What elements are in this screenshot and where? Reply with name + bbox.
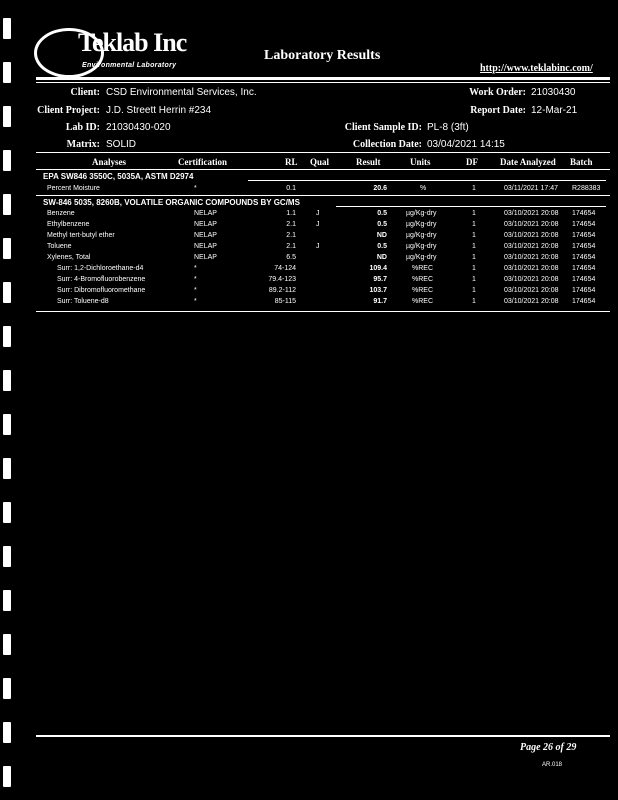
- cell-result: 91.7: [373, 298, 387, 305]
- cell-certification: NELAP: [194, 254, 217, 261]
- project-value: J.D. Streett Herrin #234: [106, 105, 212, 116]
- cell-analyte: Xylenes, Total: [47, 254, 91, 261]
- cell-rl: 79.4-123: [268, 276, 296, 283]
- cell-result: ND: [376, 254, 387, 261]
- cell-analyte: Toluene: [47, 243, 72, 250]
- binder-hole: [3, 326, 11, 347]
- cell-date: 03/10/2021 20:08: [504, 243, 559, 250]
- section-title: SW-846 5035, 8260B, VOLATILE ORGANIC COMPOUNDS BY GC/MS: [43, 198, 300, 207]
- binder-hole: [3, 150, 11, 171]
- cell-certification: *: [194, 265, 197, 272]
- row-rule: [36, 195, 610, 196]
- binder-hole: [3, 370, 11, 391]
- cell-batch: R288383: [572, 185, 601, 192]
- binder-holes: [0, 0, 16, 800]
- cell-analyte: Surr: 4-Bromofluorobenzene: [57, 276, 146, 283]
- report-date-label: Report Date:: [470, 105, 526, 116]
- cell-batch: 174654: [572, 254, 596, 261]
- col-header-batch: Batch: [570, 157, 593, 167]
- sample-id-label: Client Sample ID:: [344, 122, 422, 133]
- cell-result: 0.5: [377, 210, 387, 217]
- cell-analyte: Methyl tert-butyl ether: [47, 232, 115, 239]
- binder-hole: [3, 502, 11, 523]
- cell-batch: 174654: [572, 243, 596, 250]
- col-header-rl: RL: [285, 157, 298, 167]
- work-order-value: 21030430: [531, 87, 576, 98]
- cell-rl: 2.1: [286, 232, 296, 239]
- cell-batch: 174654: [572, 221, 596, 228]
- footer-code: AR.018: [542, 762, 563, 768]
- binder-hole: [3, 766, 11, 787]
- cell-result: 95.7: [373, 276, 387, 283]
- section-dash-rule: [336, 206, 606, 207]
- cell-date: 03/10/2021 20:08: [504, 276, 559, 283]
- cell-date: 03/10/2021 20:08: [504, 287, 559, 294]
- lab-url-link[interactable]: http://www.teklabinc.com/: [480, 63, 593, 74]
- cell-rl: 1.1: [286, 210, 296, 217]
- cell-date: 03/10/2021 20:08: [504, 265, 559, 272]
- cell-rl: 85-115: [274, 298, 296, 305]
- cell-units: %REC: [412, 265, 434, 272]
- page-title: Laboratory Results: [264, 48, 381, 63]
- binder-hole: [3, 238, 11, 259]
- section-dash-rule: [248, 180, 606, 181]
- cell-rl: 74-124: [274, 265, 296, 272]
- cell-units: µg/Kg-dry: [406, 243, 437, 250]
- cell-units: %: [420, 185, 427, 192]
- binder-hole: [3, 194, 11, 215]
- binder-hole: [3, 106, 11, 127]
- cell-result: 0.5: [377, 221, 387, 228]
- cell-batch: 174654: [572, 276, 596, 283]
- cell-result: ND: [376, 232, 387, 239]
- cell-units: %REC: [412, 298, 434, 305]
- logo-text: Teklab Inc: [78, 28, 187, 57]
- cell-df: 1: [472, 243, 476, 250]
- cell-qual: J: [316, 243, 320, 250]
- cell-rl: 89.2-112: [268, 287, 296, 294]
- cell-analyte: Surr: Toluene-d8: [57, 298, 109, 305]
- cell-batch: 174654: [572, 232, 596, 239]
- cell-date: 03/10/2021 20:08: [504, 254, 559, 261]
- table-header-rule: [36, 169, 610, 170]
- header-rule: [36, 77, 610, 80]
- cell-units: µg/Kg-dry: [406, 221, 437, 228]
- binder-hole: [3, 546, 11, 567]
- cell-batch: 174654: [572, 265, 596, 272]
- cell-batch: 174654: [572, 287, 596, 294]
- cell-df: 1: [472, 265, 476, 272]
- cell-batch: 174654: [572, 210, 596, 217]
- cell-certification: NELAP: [194, 221, 217, 228]
- col-header-result: Result: [356, 157, 381, 167]
- cell-units: µg/Kg-dry: [406, 210, 437, 217]
- cell-df: 1: [472, 254, 476, 261]
- col-header-df: DF: [466, 157, 478, 167]
- page-number: Page 26 of 29: [520, 742, 577, 753]
- cell-qual: J: [316, 210, 320, 217]
- cell-result: 20.6: [373, 185, 387, 192]
- matrix-label: Matrix:: [66, 139, 100, 150]
- cell-certification: NELAP: [194, 232, 217, 239]
- cell-df: 1: [472, 298, 476, 305]
- cell-df: 1: [472, 287, 476, 294]
- cell-units: µg/Kg-dry: [406, 254, 437, 261]
- col-header-analyses: Analyses: [92, 157, 127, 167]
- cell-result: 0.5: [377, 243, 387, 250]
- project-label: Client Project:: [37, 105, 100, 116]
- lab-id-value: 21030430-020: [106, 122, 171, 133]
- col-header-qual: Qual: [310, 157, 330, 167]
- sample-id-value: PL-8 (3ft): [427, 122, 469, 133]
- cell-certification: *: [194, 287, 197, 294]
- binder-hole: [3, 282, 11, 303]
- cell-analyte: Benzene: [47, 210, 75, 217]
- binder-hole: [3, 722, 11, 743]
- client-label: Client:: [70, 87, 100, 98]
- binder-hole: [3, 62, 11, 83]
- cell-rl: 2.1: [286, 221, 296, 228]
- cell-rl: 0.1: [286, 185, 296, 192]
- report-date-value: 12-Mar-21: [531, 105, 578, 116]
- binder-hole: [3, 414, 11, 435]
- work-order-label: Work Order:: [469, 87, 526, 98]
- cell-analyte: Ethylbenzene: [47, 221, 90, 228]
- info-rule: [36, 152, 610, 153]
- cell-date: 03/10/2021 20:08: [504, 221, 559, 228]
- binder-hole: [3, 678, 11, 699]
- binder-hole: [3, 18, 11, 39]
- binder-hole: [3, 634, 11, 655]
- cell-batch: 174654: [572, 298, 596, 305]
- binder-hole: [3, 458, 11, 479]
- cell-date: 03/11/2021 17:47: [504, 185, 558, 192]
- cell-df: 1: [472, 276, 476, 283]
- cell-certification: *: [194, 276, 197, 283]
- header-rule-thin: [36, 82, 610, 83]
- client-value: CSD Environmental Services, Inc.: [106, 87, 257, 98]
- cell-date: 03/10/2021 20:08: [504, 210, 559, 217]
- footer-rule: [36, 735, 610, 737]
- cell-df: 1: [472, 232, 476, 239]
- cell-df: 1: [472, 210, 476, 217]
- cell-analyte: Percent Moisture: [47, 185, 100, 192]
- lab-id-label: Lab ID:: [65, 122, 100, 133]
- cell-date: 03/10/2021 20:08: [504, 232, 559, 239]
- binder-hole: [3, 590, 11, 611]
- cell-result: 109.4: [369, 265, 387, 272]
- cell-certification: NELAP: [194, 243, 217, 250]
- cell-df: 1: [472, 185, 476, 192]
- cell-units: µg/Kg-dry: [406, 232, 437, 239]
- col-header-units: Units: [410, 157, 431, 167]
- col-header-certification: Certification: [178, 157, 227, 167]
- cell-result: 103.7: [369, 287, 387, 294]
- cell-units: %REC: [412, 287, 434, 294]
- table-end-rule: [36, 311, 610, 312]
- cell-units: %REC: [412, 276, 434, 283]
- cell-analyte: Surr: Dibromofluoromethane: [57, 287, 146, 294]
- cell-rl: 6.5: [286, 254, 296, 261]
- col-header-date-analyzed: Date Analyzed: [500, 157, 556, 167]
- cell-certification: NELAP: [194, 210, 217, 217]
- cell-date: 03/10/2021 20:08: [504, 298, 559, 305]
- cell-certification: *: [194, 298, 197, 305]
- cell-qual: J: [316, 221, 320, 228]
- collection-date-value: 03/04/2021 14:15: [427, 139, 505, 150]
- cell-df: 1: [472, 221, 476, 228]
- matrix-value: SOLID: [106, 139, 137, 150]
- cell-analyte: Surr: 1,2-Dichloroethane-d4: [57, 265, 144, 272]
- logo-subtitle: Environmental Laboratory: [82, 62, 177, 69]
- section-title: EPA SW846 3550C, 5035A, ASTM D2974: [43, 172, 194, 181]
- cell-rl: 2.1: [286, 243, 296, 250]
- cell-certification: *: [194, 185, 197, 192]
- collection-date-label: Collection Date:: [352, 139, 422, 150]
